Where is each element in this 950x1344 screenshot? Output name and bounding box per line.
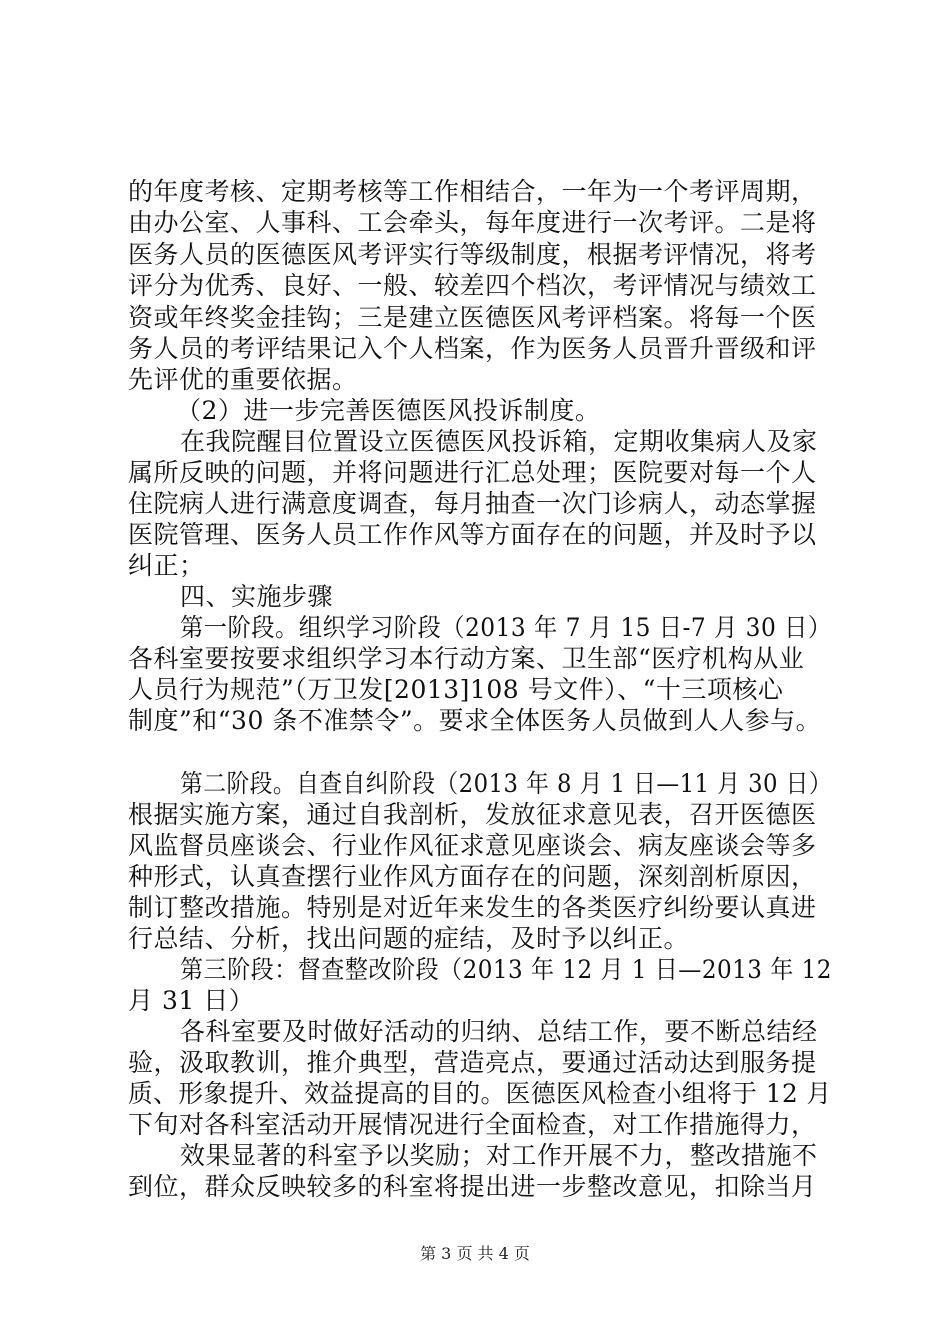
text-line: 各科室要按要求组织学习本行动方案、卫生部“医疗机构从业	[128, 644, 805, 673]
text-line: 评分为优秀、良好、一般、较差四个档次，考评情况与绩效工	[128, 271, 817, 300]
subheading: （2）进一步完善医德医风投诉制度。	[176, 396, 601, 425]
text-line: 医院管理、医务人员工作作风等方面存在的问题，并及时予以	[128, 520, 817, 549]
text-line: 的年度考核、定期考核等工作相结合，一年为一个考评周期，	[128, 177, 817, 206]
text-line: 下旬对各科室活动开展情况进行全面检查，对工作措施得力，	[128, 1110, 817, 1139]
stage-heading: 第一阶段。组织学习阶段（2013 年 7 月 15 日-7 月 30 日）	[180, 613, 832, 642]
text-line: 制订整改措施。特别是对近年来发生的各类医疗纠纷要认真进	[128, 893, 817, 922]
text-line: 根据实施方案，通过自我剖析，发放征求意见表，召开医德医	[128, 800, 817, 829]
text-line: 纠正；	[128, 551, 205, 580]
stage-heading: 第三阶段：督查整改阶段（2013 年 12 月 1 日—2013 年 12	[180, 955, 832, 984]
text-line: 医务人员的医德医风考评实行等级制度，根据考评情况，将考	[128, 240, 817, 269]
text-line: 行总结、分析，找出问题的症结，及时予以纠正。	[128, 924, 690, 953]
text-line: 先评优的重要依据。	[128, 365, 358, 394]
text-line: 到位，群众反映较多的科室将提出进一步整改意见，扣除当月	[128, 1172, 817, 1201]
page-number-footer: 第 3 页 共 4 页	[420, 1244, 530, 1263]
text-line: 质、形象提升、效益提高的目的。医德医风检查小组将于 12 月	[128, 1079, 832, 1108]
text-line: 种形式，认真查摆行业作风方面存在的问题，深刻剖析原因，	[128, 862, 817, 891]
text-line: 验，汲取教训，推介典型，营造亮点，要通过活动达到服务提	[128, 1048, 817, 1077]
text-line: 由办公室、人事科、工会牵头，每年度进行一次考评。二是将	[128, 208, 817, 237]
text-line: 在我院醒目位置设立医德医风投诉箱，定期收集病人及家	[180, 427, 818, 456]
text-line: 资或年终奖金挂钩；三是建立医德医风考评档案。将每一个医	[128, 303, 817, 332]
text-line: 务人员的考评结果记入个人档案，作为医务人员晋升晋级和评	[128, 334, 817, 363]
text-line: 住院病人进行满意度调查，每月抽查一次门诊病人，动态掌握	[128, 489, 817, 518]
text-line: 人员行为规范”（万卫发[2013]108 号文件）、“十三项核心	[128, 675, 784, 704]
text-line: 月 31 日）	[128, 986, 255, 1015]
stage-heading: 第二阶段。自查自纠阶段（2013 年 8 月 1 日—11 月 30 日）	[180, 769, 833, 798]
text-line: 属所反映的问题，并将问题进行汇总处理；医院要对每一个人	[128, 458, 817, 487]
text-line: 制度”和“30 条不准禁令”。要求全体医务人员做到人人参与。	[128, 706, 822, 735]
text-line: 各科室要及时做好活动的归纳、总结工作，要不断总结经	[180, 1017, 818, 1046]
section-heading: 四、实施步骤	[180, 582, 334, 611]
text-line: 效果显著的科室予以奖励；对工作开展不力，整改措施不	[180, 1141, 818, 1170]
text-line: 风监督员座谈会、行业作风征求意见座谈会、病友座谈会等多	[128, 831, 817, 860]
